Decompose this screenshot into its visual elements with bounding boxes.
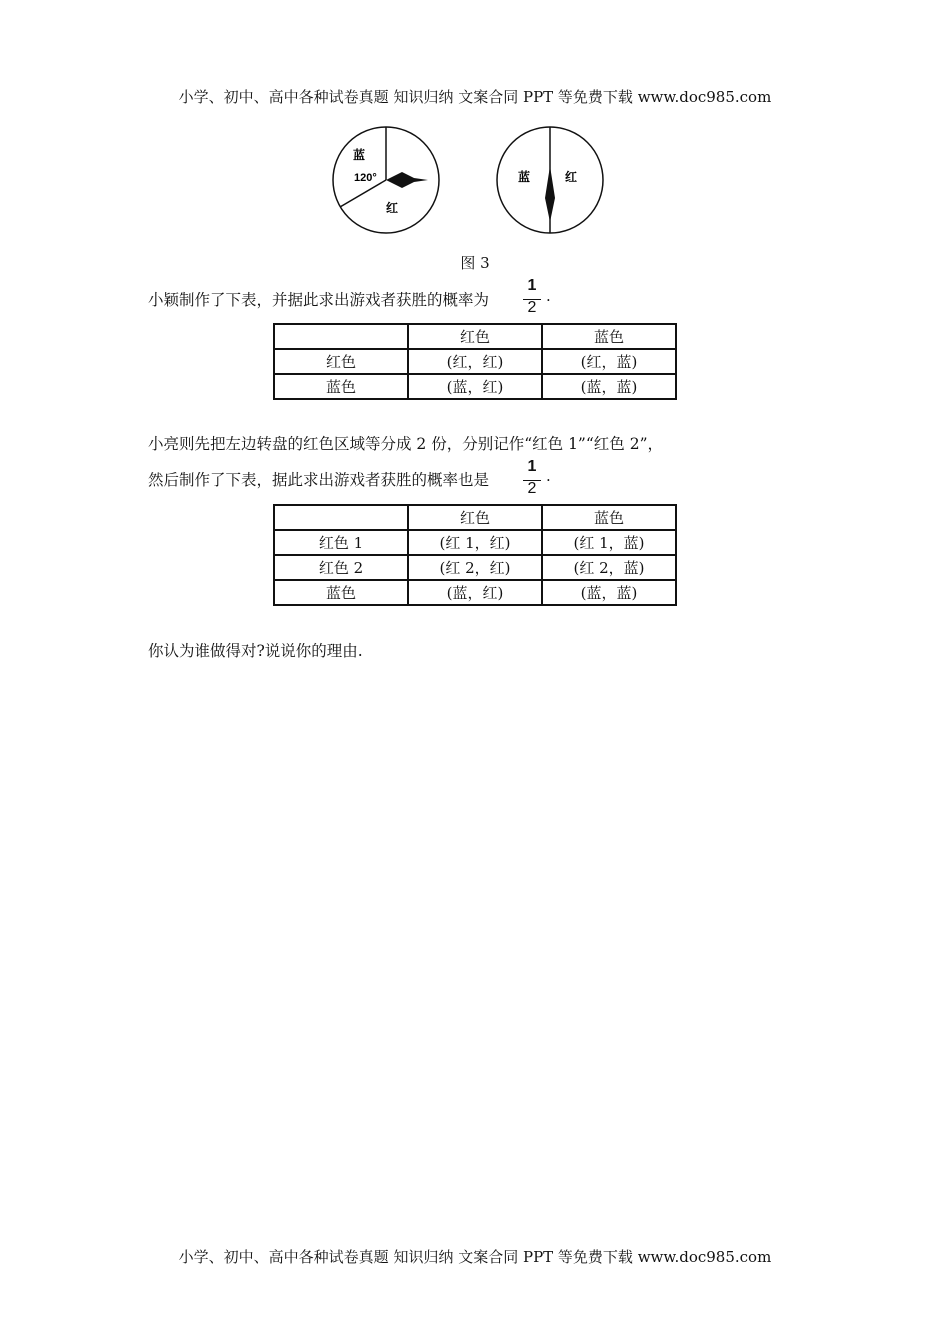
table-cell: (蓝，蓝) [542, 580, 676, 605]
table-cell: (红 1，蓝) [542, 530, 676, 555]
paragraph-2: 小亮则先把左边转盘的红色区域等分成 2 份，分别记作“红色 1”“红色 2”， [148, 435, 663, 453]
table-cell: 红色 [408, 324, 542, 349]
table-cell: 蓝色 [542, 505, 676, 530]
table-cell: (蓝，红) [408, 580, 542, 605]
fraction-2-numerator: 1 [527, 458, 537, 475]
table-row [274, 324, 676, 349]
table-cell [274, 324, 408, 349]
table-cell: 蓝色 [542, 324, 676, 349]
table-cell: (红，红) [408, 349, 542, 374]
table-row [274, 505, 676, 530]
figure-caption: 图 3 [460, 254, 490, 272]
table-row [274, 555, 676, 580]
left-angle-label: 120° [354, 172, 377, 184]
table-row [274, 349, 676, 374]
right-red-label: 红 [565, 170, 578, 184]
fraction-1-denominator: 2 [527, 299, 537, 316]
left-red-label: 红 [386, 201, 399, 215]
fraction-2-denominator: 2 [527, 480, 537, 497]
table-cell: (红 1，红) [408, 530, 542, 555]
paragraph-1-end: . [546, 287, 551, 305]
table-cell: 红色 2 [274, 555, 408, 580]
left-spinner [333, 127, 439, 233]
table-cell: 红色 [408, 505, 542, 530]
page-footer: 小学、初中、高中各种试卷真题 知识归纳 文案合同 PPT 等免费下载 www.doc985.com [178, 1248, 772, 1266]
right-spinner-pointer [545, 166, 555, 222]
table-cell: 红色 1 [274, 530, 408, 555]
table-cell: (蓝，红) [408, 374, 542, 399]
table-xiaoying [273, 323, 677, 400]
table-cell: 红色 [274, 349, 408, 374]
table-cell: 蓝色 [274, 580, 408, 605]
paragraph-3-end: . [546, 467, 551, 485]
table-xiaoliang [273, 504, 677, 606]
spinner-figure [330, 124, 610, 236]
left-blue-label: 蓝 [353, 148, 366, 162]
paragraph-3: 然后制作了下表，据此求出游戏者获胜的概率也是 [148, 471, 490, 489]
table-cell: (红，蓝) [542, 349, 676, 374]
page-header: 小学、初中、高中各种试卷真题 知识归纳 文案合同 PPT 等免费下载 www.doc985.com [178, 88, 772, 106]
right-spinner [497, 127, 603, 233]
table-cell: (蓝，蓝) [542, 374, 676, 399]
question-text: 你认为谁做得对?说说你的理由. [148, 642, 363, 660]
table-cell: (红 2，蓝) [542, 555, 676, 580]
table-cell: 蓝色 [274, 374, 408, 399]
fraction-1-numerator: 1 [527, 277, 537, 294]
table-cell [274, 505, 408, 530]
table-row [274, 530, 676, 555]
paragraph-1: 小颖制作了下表，并据此求出游戏者获胜的概率为 [148, 291, 490, 309]
table-cell: (红 2，红) [408, 555, 542, 580]
left-spinner-pointer [386, 172, 428, 188]
table-row [274, 580, 676, 605]
table-row [274, 374, 676, 399]
right-blue-label: 蓝 [518, 170, 531, 184]
